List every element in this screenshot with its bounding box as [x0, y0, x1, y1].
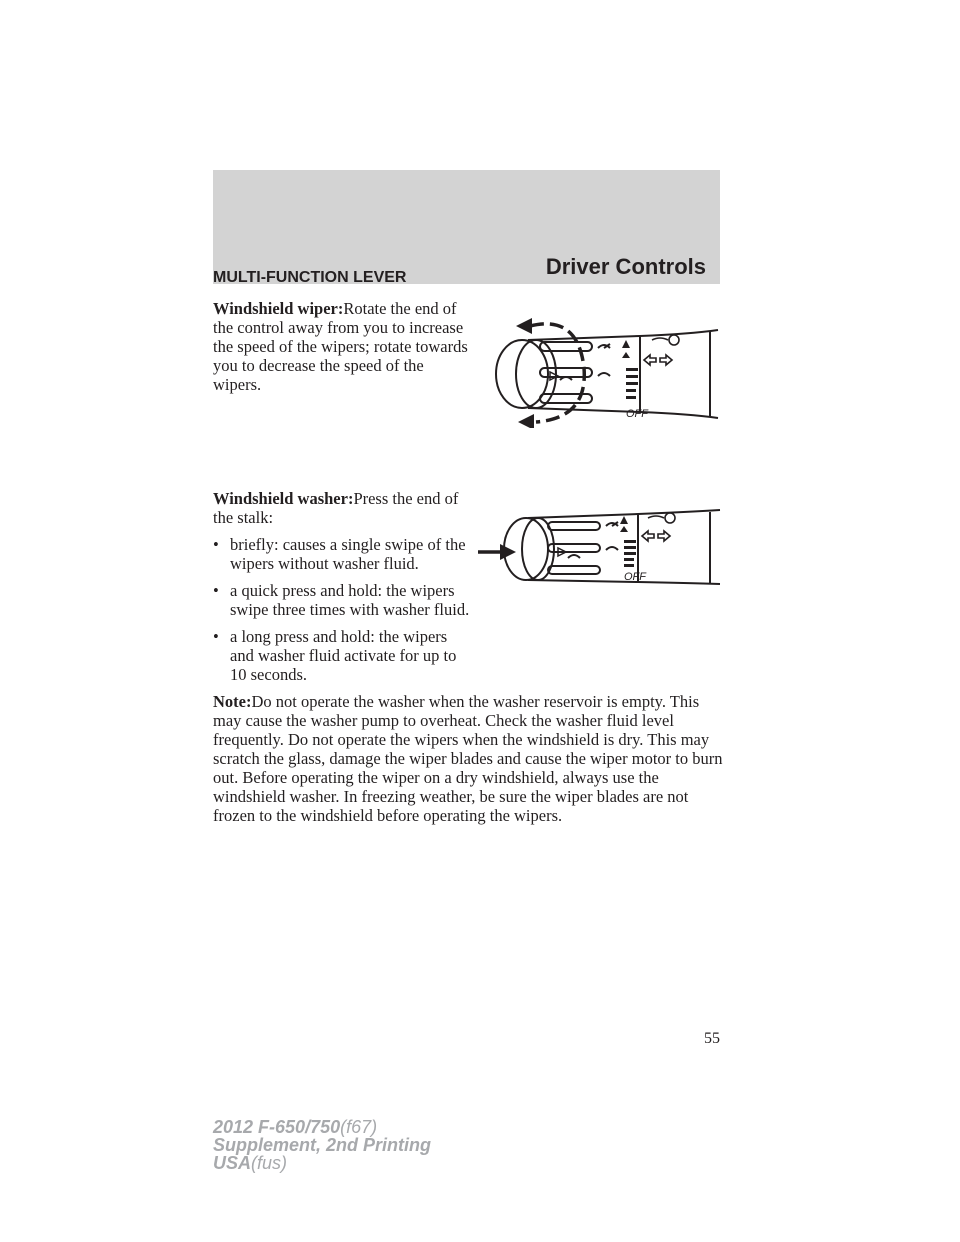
- note-text: Do not operate the washer when the washer reservoir is empty. This may cause the washer pump to overheat. Check the washer fluid level frequently. Do not operate the wipers when the windshield is dry. This may scratch the glass, damage the wiper blades and cause the wiper motor to burn out. Before operating the wiper on a dry windshield, always use the windshield washer. In freezing weather, be sure the wiper blades are not frozen to the windshield before operating the wipers.: [213, 692, 723, 825]
- washer-text: Press the end of the stalk:: [213, 489, 459, 527]
- page-title: Driver Controls: [545, 254, 706, 279]
- wiper-paragraph: [213, 299, 473, 394]
- list-item: • a long press and hold: the wipers and washer fluid activate for up to 10 seconds.: [213, 627, 457, 684]
- bullet-icon: •: [213, 581, 219, 600]
- bullet-icon: •: [213, 535, 219, 554]
- footer-line-3: USA(fus): [213, 1153, 288, 1173]
- page-number: 55: [704, 1030, 720, 1047]
- speed-ticks: [620, 516, 636, 567]
- list-item: • a quick press and hold: the wipers swipe three times with washer fluid.: [213, 581, 470, 619]
- wiper-label: Windshield wiper:: [213, 299, 344, 318]
- arrow-head-up-icon: [516, 318, 532, 334]
- washer-bullet-list: [213, 535, 473, 684]
- note-paragraph: [213, 692, 723, 825]
- bullet-icon: •: [213, 627, 219, 646]
- footer: [213, 1118, 431, 1172]
- list-item: • briefly: causes a single swipe of the wipers without washer fluid.: [213, 535, 466, 573]
- wiper-lever-rotate-illustration: [490, 318, 730, 428]
- washer-label: Windshield washer:: [213, 489, 354, 508]
- wiper-text: Rotate the end of the control away from you to increase the speed of the wipers; rotate towards you to decrease the speed of the wipers.: [213, 299, 468, 394]
- wiper-lever-press-illustration: [478, 506, 728, 586]
- off-label: OFF: [624, 571, 646, 583]
- washer-paragraph: [213, 489, 473, 527]
- footer-line-2: Supplement, 2nd Printing: [213, 1135, 432, 1155]
- arrow-head-right-icon: [500, 544, 516, 560]
- header-band: [213, 170, 720, 284]
- section-heading: MULTI-FUNCTION LEVER: [213, 269, 407, 286]
- footer-line-1: 2012 F-650/750(f67): [213, 1117, 378, 1137]
- note-label: Note:: [213, 692, 252, 711]
- turn-signal-arrows-icon: [644, 335, 679, 365]
- arrow-head-down-icon: [518, 414, 534, 428]
- off-label: OFF: [626, 408, 648, 420]
- speed-ticks: [622, 340, 638, 399]
- turn-signal-arrows-icon: [642, 513, 675, 541]
